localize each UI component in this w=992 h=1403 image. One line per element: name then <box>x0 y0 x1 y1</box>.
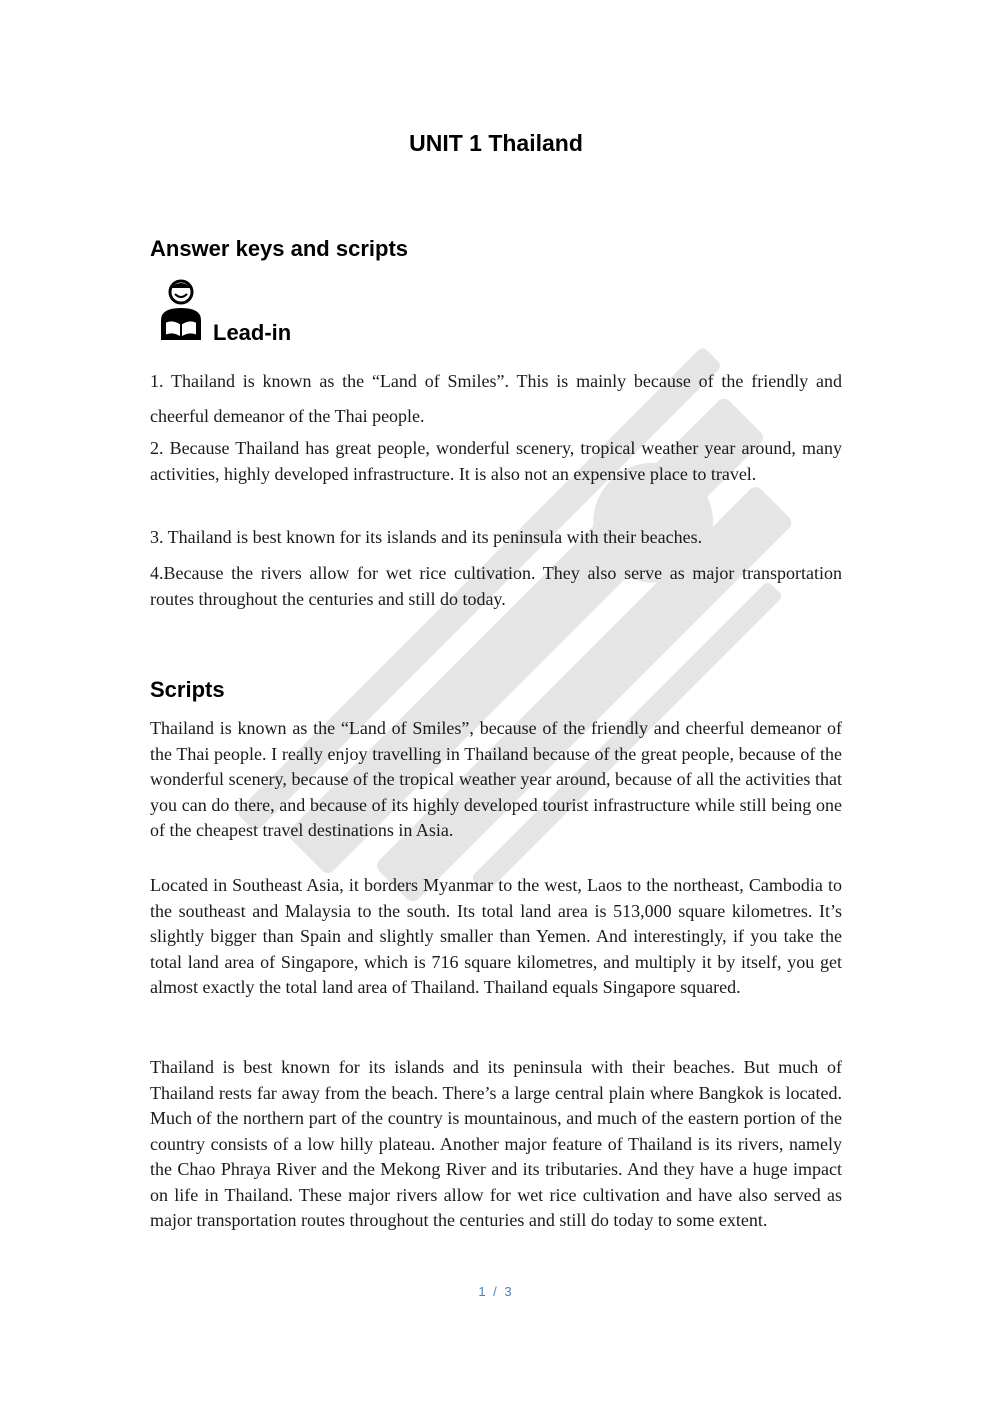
script-paragraph-2: Located in Southeast Asia, it borders Myanmar to the west, Laos to the northeast, Cambodia to the southeast and Malaysia to the south. Its total land area is 513,000 square kilometres. It’s slightly bigger than Spain and slightly smaller than Yemen. And interestingly, if you take the total land area of Singapore, which is 716 square kilometres, and multiply it by itself, you get almost exactly the total land area of Thailand. Thailand equals Singapore squared. <box>150 875 842 997</box>
leadin-answer-3: 3. Thailand is best known for its islands and its peninsula with their beaches. <box>150 527 703 547</box>
reading-person-icon <box>155 278 207 344</box>
leadin-answer-4: 4.Because the rivers allow for wet rice cultivation. They also serve as major transportation routes throughout the centuries and still do today. <box>150 563 842 609</box>
page-number: 1 / 3 <box>478 1284 514 1299</box>
leadin-answer-1: 1. Thailand is known as the “Land of Smiles”. This is mainly because of the friendly and cheerful demeanor of the Thai people. <box>150 371 842 426</box>
script-paragraph-3: Thailand is best known for its islands and its peninsula with their beaches. But much of Thailand rests far away from the beach. There’s a large central plain where Bangkok is located. Much of the northern part of the country is mountainous, and much of the eastern portion of the country consists of a low hilly plateau. Another major feature of Thailand is its rivers, namely the Chao Phraya River and the Mekong River and its tributaries. And they have a huge impact on life in Thailand. These major rivers allow for wet rice cultivation and have also served as major transportation routes throughout the centuries and still do today to some extent. <box>150 1057 842 1230</box>
answer-keys-heading: Answer keys and scripts <box>150 236 409 261</box>
script-paragraph-1: Thailand is known as the “Land of Smiles”, because of the friendly and cheerful demeanor of the Thai people. I really enjoy travelling in Thailand because of the great people, because of the wonderful scenery, because of the tropical weather year around, because of all the activities that you can do there, and because of its highly developed tourist infrastructure while still being one of the cheapest travel destinations in Asia. <box>150 718 842 840</box>
scripts-heading: Scripts <box>150 677 225 702</box>
leadin-heading: Lead-in <box>213 320 292 345</box>
unit-title: UNIT 1 Thailand <box>409 130 583 156</box>
leadin-answer-2: 2. Because Thailand has great people, wonderful scenery, tropical weather year around, many activities, highly developed infrastructure. It is also not an expensive place to travel. <box>150 438 842 484</box>
